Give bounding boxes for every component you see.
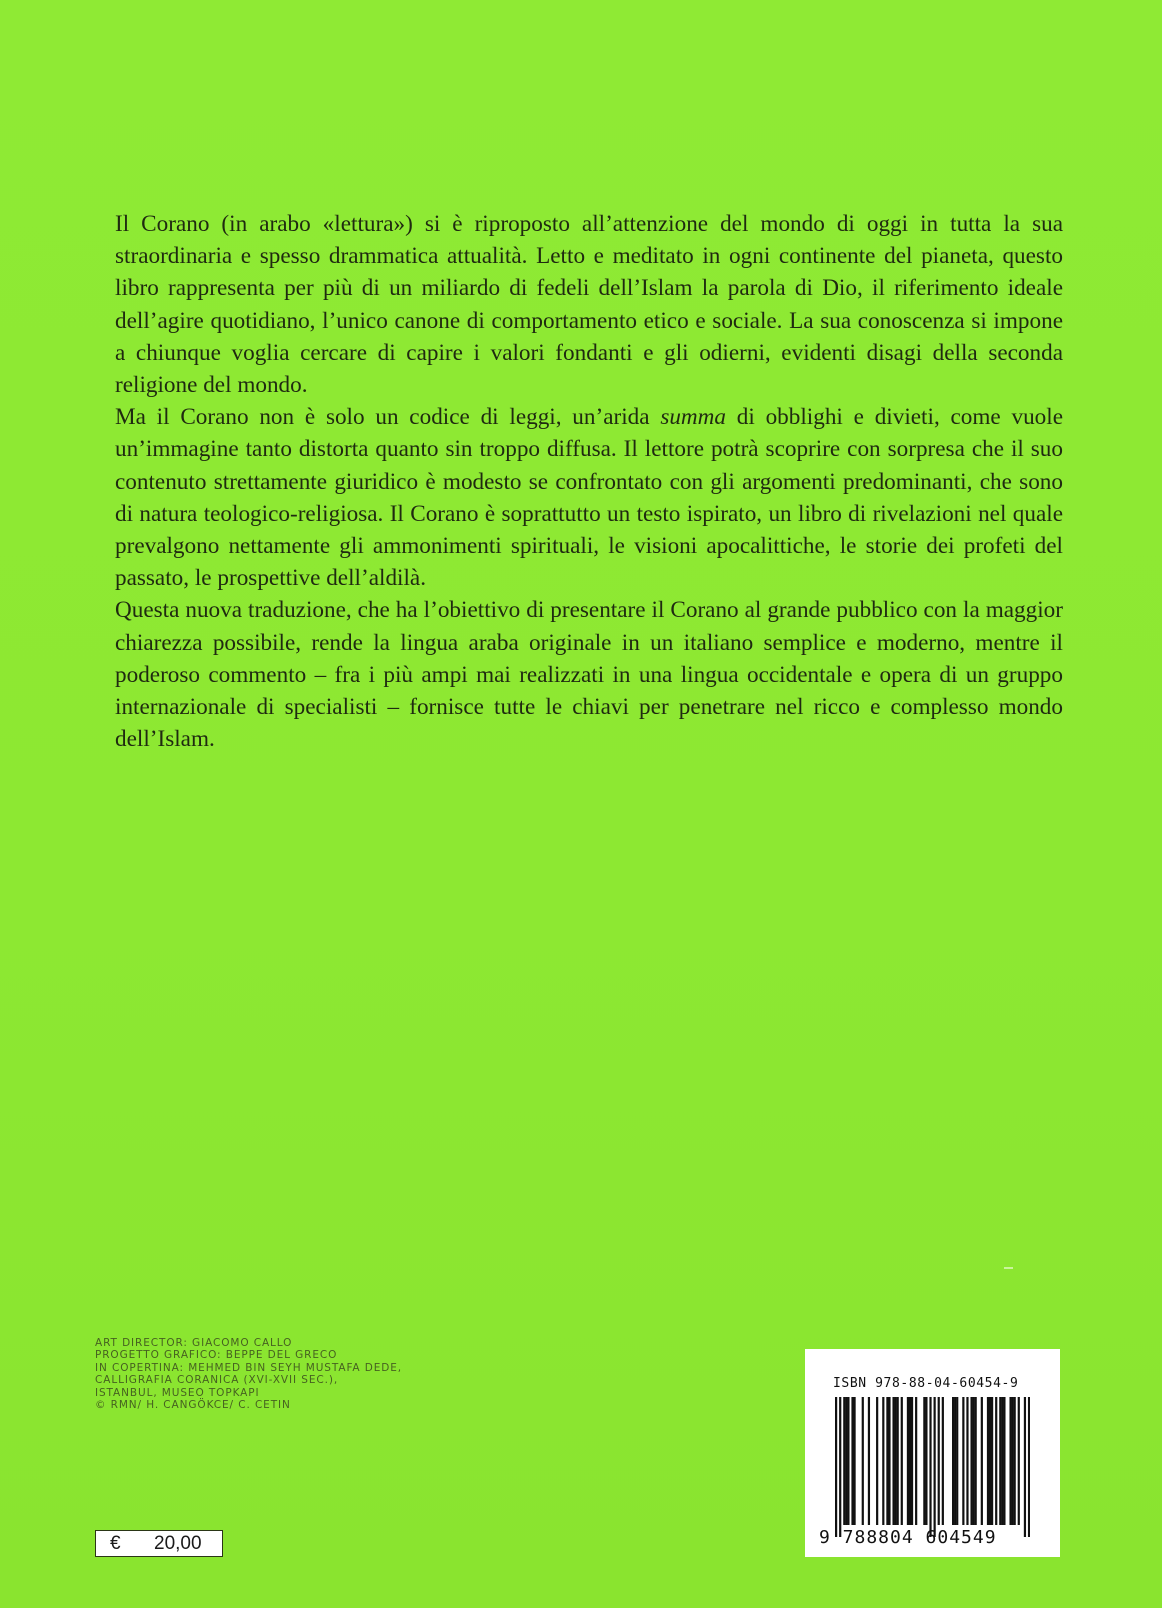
credit-line: CALLIGRAFIA CORANICA (XVI-XVII SEC.), [95, 1374, 339, 1387]
barcode-bar [923, 1397, 925, 1525]
barcode-bar [911, 1397, 913, 1525]
description-paragraph-2 [115, 401, 1063, 594]
euro-symbol: € [110, 1532, 121, 1554]
barcode-bar [907, 1397, 909, 1525]
description-paragraph-1: Il Corano (in arabo «lettura») si è riproposto all’attenzione del mondo di oggi in tutta la sua straordinaria e spesso drammatica attualità. Letto e meditato in ogni continente del pianeta, questo libro rappresenta per più di un miliardo di fedeli dell’Islam la parola di Dio, il riferimento ideale dell’agire quotidiano, l’unico canone di comportamento etico e sociale. La sua conoscenza si impone a chiunque voglia cercare di capire i valori fondanti e gli odierni, evidenti disagi della seconda religione del mondo. [115, 211, 1063, 399]
barcode-bar [973, 1397, 975, 1525]
barcode-bar [892, 1397, 894, 1525]
credit-line: ART DIRECTOR: GIACOMO CALLO [95, 1337, 293, 1349]
barcode-bar [925, 1397, 927, 1525]
barcode-bar [975, 1397, 977, 1525]
barcode-bar [845, 1397, 847, 1525]
barcode-bar [999, 1397, 1001, 1525]
barcode-bar [839, 1397, 841, 1537]
barcode-bar [1028, 1397, 1030, 1537]
barcode-bar [876, 1397, 878, 1525]
barcode-bar [956, 1397, 958, 1525]
barcode-bar [1024, 1397, 1026, 1537]
barcode-bar [929, 1397, 931, 1537]
barcode-bar [1018, 1397, 1020, 1525]
barcode-bar [851, 1397, 853, 1525]
barcode-bar [909, 1397, 911, 1525]
credit-line: ISTANBUL, MUSEO TOPKAPI [95, 1386, 260, 1399]
barcode-bar [1001, 1397, 1003, 1525]
barcode-bar [835, 1397, 837, 1537]
barcode-bar [868, 1397, 870, 1525]
price-amount: 20,00 [154, 1532, 202, 1554]
barcode-panel [805, 1349, 1060, 1557]
cover-description [115, 208, 1063, 755]
barcode-bar [1003, 1397, 1005, 1525]
description-paragraph-2-end: di obblighi e divieti, come vuole un’immagine tanto distorta quanto sin troppo diffusa. Il lettore potrà scoprire con sorpresa che il suo contenuto strettamente giuridico è modesto se confrontato con gli argomenti predominanti, che sono di natura teologico-religiosa. Il Corano è soprattutto un testo ispirato, un libro di rivelazioni nel quale prevalgono nettamente gli ammonimenti spirituali, le visioni apocalittiche, le storie dei profeti del passato, le prospettive dell’aldilà. [115, 404, 1063, 592]
description-paragraph-2-start: Ma il Corano non è solo un codice di leggi, un’arida [115, 404, 661, 431]
credit-line: PROGETTO GRAFICO: BEPPE DEL GRECO [95, 1349, 338, 1362]
barcode-bar [970, 1397, 972, 1525]
barcode-bar [954, 1397, 956, 1525]
barcode-bar [843, 1397, 845, 1525]
credits-block [95, 1337, 402, 1411]
barcode-bar [934, 1397, 936, 1537]
barcode-bar [897, 1397, 899, 1525]
barcode-bar [995, 1397, 997, 1525]
barcode-bar [942, 1397, 944, 1525]
barcode-bar [962, 1397, 964, 1525]
isbn-label: ISBN 978-88-04-60454-9 [833, 1376, 1019, 1391]
barcode-bar [989, 1397, 991, 1525]
barcode-bar [1012, 1397, 1014, 1525]
credit-line: © RMN/ H. CANGÖKCE/ C. CETIN [95, 1399, 291, 1412]
barcode-bar [1009, 1397, 1011, 1525]
barcode-bar [952, 1397, 954, 1525]
barcode-bar [888, 1397, 890, 1525]
barcode-bar [966, 1397, 968, 1525]
barcode-bar [915, 1397, 917, 1525]
barcode-bar [991, 1397, 993, 1525]
price-box [95, 1530, 223, 1557]
barcode-bar [901, 1397, 903, 1525]
barcode-bar [1014, 1397, 1016, 1525]
ean-digits: 9 788804 604549 [819, 1527, 997, 1548]
barcode-bar [862, 1397, 864, 1525]
barcode-bar [853, 1397, 855, 1525]
barcode-icon [835, 1397, 1030, 1537]
barcode-bar [895, 1397, 897, 1525]
barcode-bar [987, 1397, 989, 1525]
print-mark [1004, 1267, 1013, 1269]
barcode-bar [981, 1397, 983, 1525]
barcode-bar [882, 1397, 884, 1525]
barcode-bar [938, 1397, 940, 1525]
italic-term: summa [660, 404, 727, 431]
credit-line: IN COPERTINA: MEHMED BIN SEYH MUSTAFA DEDE, [95, 1361, 403, 1374]
barcode-bar [886, 1397, 888, 1525]
description-paragraph-3: Questa nuova traduzione, che ha l’obiettivo di presentare il Corano al grande pubblico con la maggior chiarezza possibile, rende la lingua araba originale in un italiano semplice e moderno, mentre il poderoso commento – fra i più ampi mai realizzati in una lingua occidentale e opera di un gruppo internazionale di specialisti – fornisce tutte le chiavi per penetrare nel ricco e complesso mondo dell’Islam. [115, 597, 1063, 753]
barcode-bar [847, 1397, 849, 1525]
